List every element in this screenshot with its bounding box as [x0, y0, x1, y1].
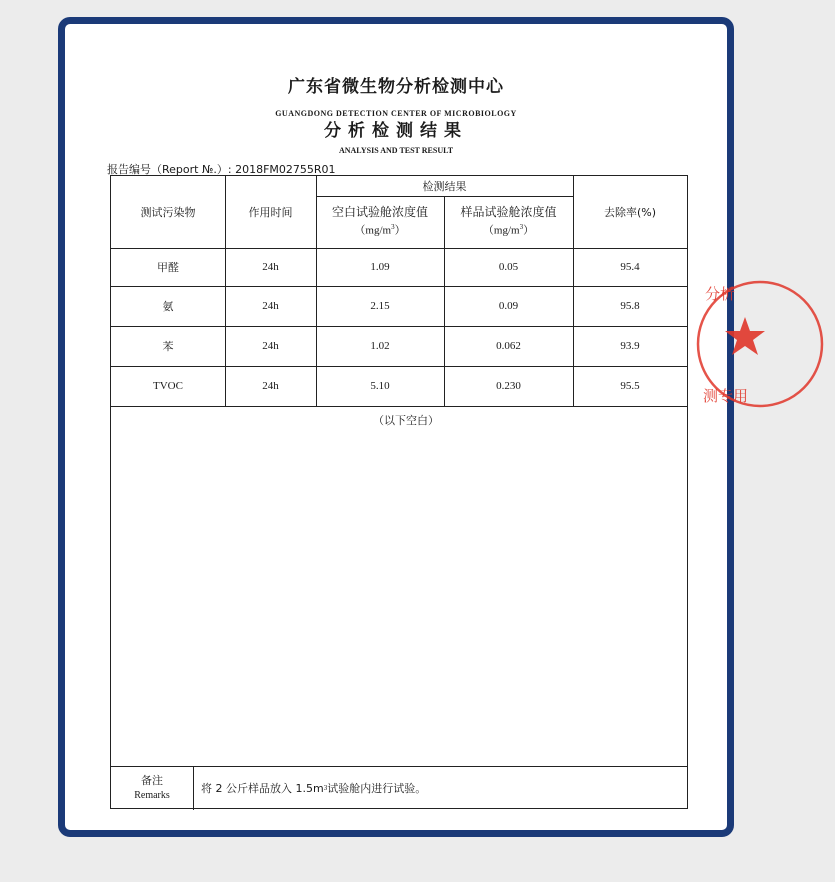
header-sample-unit-close: ） [523, 224, 535, 237]
row-1-pollutant: 甲醛 [157, 260, 179, 274]
row-2-sample: 0.09 [498, 299, 519, 312]
header-sample-label: 样品试验舱浓度值 [460, 205, 557, 220]
row-1-blank: 1.09 [370, 260, 390, 273]
row-2-time: 24h [262, 299, 279, 312]
row-4-blank: 5.10 [370, 379, 390, 392]
row-1-sample: 0.05 [498, 260, 519, 273]
header-sample-unit-exp: 3 [519, 223, 524, 232]
row-3-sample: 0.062 [496, 339, 521, 352]
header-blank-unit-close: ） [394, 224, 406, 237]
report-sheet [65, 24, 749, 830]
header-time: 作用时间 [248, 205, 293, 219]
seal-svg [685, 269, 835, 419]
header-removal-rate: 去除率(%) [603, 205, 657, 219]
remarks-text-pre: 将 2 公斤样品放入 1.5m [201, 781, 324, 795]
row-2-blank: 2.15 [370, 299, 390, 312]
header-blank-unit [354, 220, 405, 239]
results-table [110, 175, 688, 809]
row-1-time: 24h [262, 260, 279, 273]
blank-below-note: （以下空白） [373, 413, 439, 427]
document-frame [58, 17, 749, 837]
remarks-text [193, 766, 687, 810]
report-title-cn: 分析检测结果 [324, 121, 468, 141]
row-4-removal: 95.5 [620, 379, 640, 392]
header-blank-label: 空白试验舱浓度值 [331, 205, 428, 220]
header-blank-unit-text: （mg/m [354, 224, 392, 237]
report-number: 报告编号（Report №.）: 2018FM02755R01 [107, 163, 336, 176]
remarks-label [111, 766, 193, 810]
row-3-time: 24h [262, 339, 279, 352]
seal-text-top: 分析 [705, 285, 736, 303]
row-2-removal: 95.8 [620, 299, 640, 312]
row-3-removal: 93.9 [620, 339, 640, 352]
row-4-time: 24h [262, 379, 279, 392]
row-2-pollutant: 氨 [162, 299, 174, 313]
remarks-text-exp: 3 [323, 783, 328, 792]
row-4-sample: 0.230 [496, 379, 521, 392]
org-name-en: GUANGDONG DETECTION CENTER OF MICROBIOLOGY [275, 109, 517, 118]
header-blank-unit-exp: 3 [391, 223, 395, 232]
header-blank-concentration [316, 196, 444, 248]
row-3-blank: 1.02 [370, 339, 390, 352]
red-seal-stamp [685, 269, 835, 419]
row-1-removal: 95.4 [620, 260, 640, 273]
header-result-group: 检测结果 [422, 179, 467, 193]
row-4-pollutant: TVOC [153, 379, 183, 392]
header-sample-unit-text: （mg/m [482, 224, 520, 237]
seal-text-bottom: 测专用 [703, 387, 749, 405]
remarks-label-cn: 备注 [141, 774, 163, 787]
remarks-text-post: 试验舱内进行试验。 [327, 781, 427, 795]
header-sample-unit [483, 220, 534, 239]
header-sample-concentration [444, 196, 573, 248]
remarks-label-en: Remarks [134, 790, 170, 801]
report-title-en: ANALYSIS AND TEST RESULT [338, 146, 454, 155]
header-pollutant: 测试污染物 [140, 205, 196, 219]
org-name-cn: 广东省微生物分析检测中心 [288, 77, 504, 97]
row-3-pollutant: 苯 [162, 339, 174, 353]
seal-star-icon [725, 317, 765, 355]
